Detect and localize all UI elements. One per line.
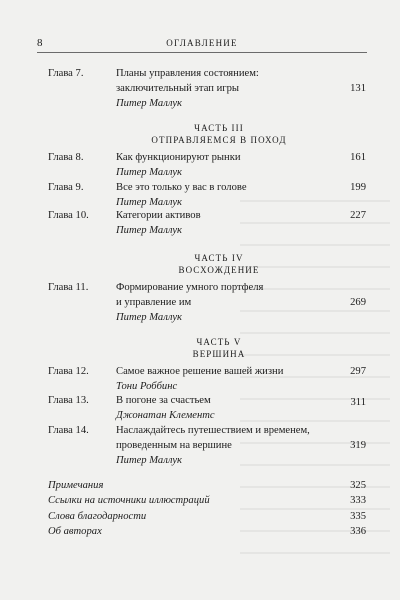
chapter-page: 161 bbox=[350, 152, 366, 163]
header-rule bbox=[37, 52, 367, 53]
chapter-page: 297 bbox=[350, 366, 366, 377]
page-number: 8 bbox=[37, 37, 43, 49]
chapter-label: Глава 8. bbox=[48, 152, 84, 163]
chapter-label: Глава 13. bbox=[48, 395, 89, 406]
chapter-label: Глава 12. bbox=[48, 366, 89, 377]
chapter-page: 269 bbox=[350, 297, 366, 308]
part-heading-3 bbox=[60, 122, 378, 146]
chapter-author: Питер Маллук bbox=[116, 98, 182, 109]
part-name: ВЕРШИНА bbox=[192, 349, 246, 359]
chapter-label: Глава 11. bbox=[48, 282, 89, 293]
chapter-author: Питер Маллук bbox=[116, 312, 182, 323]
part-heading-4 bbox=[60, 252, 378, 276]
chapter-title: Как функционируют рынки Питер Маллук bbox=[116, 150, 336, 180]
toc-entry-image-credits: Ссылки на источники иллюстраций 333 bbox=[48, 495, 366, 506]
chapter-title: В погоне за счастьем Джонатан Клементс bbox=[116, 393, 336, 423]
chapter-title: Планы управления состоянием: заключительный этап игры Питер Маллук bbox=[116, 66, 336, 111]
chapter-title: Наслаждайтесь путешествием и временем, проведенным на вершине Питер Маллук bbox=[116, 423, 336, 468]
chapter-page: 227 bbox=[350, 210, 366, 221]
chapter-author: Питер Маллук bbox=[116, 225, 182, 236]
chapter-label: Глава 10. bbox=[48, 210, 89, 221]
chapter-title: Все это только у вас в голове Питер Маллук bbox=[116, 180, 336, 210]
chapter-author: Тони Роббинс bbox=[116, 381, 178, 392]
toc-entry-acknowledgments: Слова благодарности 335 bbox=[48, 511, 366, 522]
part-number: ЧАСТЬ V bbox=[196, 337, 242, 347]
chapter-title: Категории активов Питер Маллук bbox=[116, 208, 336, 238]
chapter-author: Джонатан Клементс bbox=[116, 410, 215, 421]
part-number: ЧАСТЬ IV bbox=[194, 253, 244, 263]
chapter-page: 311 bbox=[350, 397, 366, 408]
chapter-label: Глава 7. bbox=[48, 68, 84, 79]
page-header bbox=[37, 33, 367, 51]
chapter-author: Питер Маллук bbox=[116, 167, 182, 178]
part-heading-5 bbox=[60, 336, 378, 360]
chapter-page: 199 bbox=[350, 182, 366, 193]
chapter-label: Глава 9. bbox=[48, 182, 84, 193]
toc-entry-about-authors: Об авторах 336 bbox=[48, 526, 366, 537]
running-title: ОГЛАВЛЕНИЕ bbox=[166, 38, 238, 48]
part-name: ОТПРАВЛЯЕМСЯ В ПОХОД bbox=[151, 135, 287, 145]
chapter-page: 319 bbox=[350, 440, 366, 451]
part-number: ЧАСТЬ III bbox=[194, 123, 244, 133]
chapter-page: 131 bbox=[350, 83, 366, 94]
chapter-label: Глава 14. bbox=[48, 425, 89, 436]
toc-entry-notes: Примечания 325 bbox=[48, 480, 366, 491]
part-name: ВОСХОЖДЕНИЕ bbox=[178, 265, 260, 275]
chapter-author: Питер Маллук bbox=[116, 197, 182, 208]
chapter-title: Формирование умного портфеля и управление им Питер Маллук bbox=[116, 280, 336, 325]
chapter-title: Самое важное решение вашей жизни Тони Роббинс bbox=[116, 364, 336, 394]
chapter-author: Питер Маллук bbox=[116, 455, 182, 466]
